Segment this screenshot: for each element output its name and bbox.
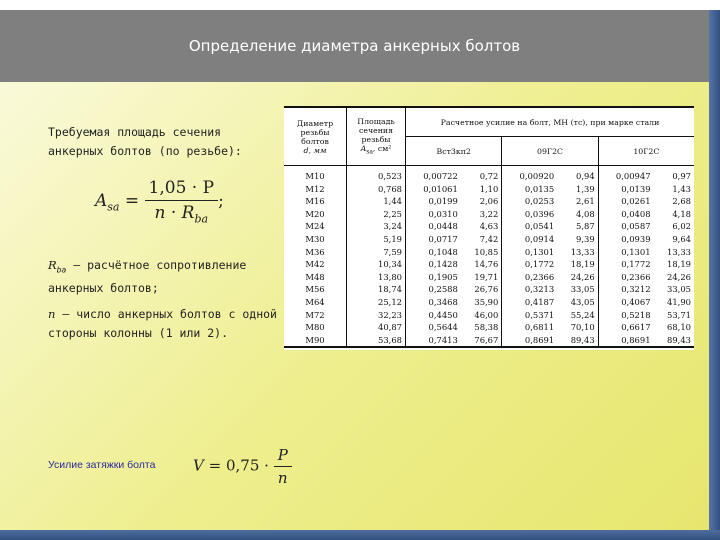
table-cell: 2,61: [557, 195, 598, 208]
formula-v-fraction: [274, 446, 292, 487]
table-cell: 89,43: [654, 334, 694, 348]
table-row: [284, 334, 694, 348]
table-cell: 24,26: [557, 271, 598, 284]
table-cell: 2,25: [347, 208, 406, 221]
formula-asa-numerator: 1,05 · P: [145, 178, 219, 201]
table-cell: 46,00: [461, 309, 502, 322]
table-cell: 0,97: [672, 171, 691, 181]
table-cell: 26,76: [461, 283, 502, 296]
table-cell: 14,76: [461, 258, 502, 271]
formula-asa: [95, 178, 224, 225]
table-cell: 4,63: [461, 220, 502, 233]
table-cell: 0,0541: [524, 221, 555, 232]
table-cell: 24,26: [667, 271, 691, 282]
table-cell: 0,8691: [598, 334, 653, 348]
table-cell: 58,38: [461, 321, 502, 334]
table-cell: 0,5371: [524, 309, 555, 320]
table-cell: 55,24: [557, 309, 598, 322]
table-cell-bolt: M24: [284, 220, 347, 233]
slide-bottom-border: [0, 530, 720, 540]
header-steel-10g2s: 10Г2С: [598, 137, 694, 166]
table-row: [284, 220, 694, 233]
table-cell: 4,08: [557, 208, 598, 221]
header-steel-vst3kp2: Вст3кп2: [406, 137, 502, 166]
table-cell: 0,0139: [621, 183, 651, 194]
table-cell: 10,34: [347, 258, 406, 271]
table-row: [284, 233, 694, 246]
table-cell: 0,768: [347, 183, 406, 196]
table-row: [284, 309, 694, 322]
table-row: [284, 183, 694, 196]
table-cell: 0,0408: [621, 208, 651, 219]
table-cell: 0,1301: [621, 246, 651, 257]
table-cell: 1,44: [347, 195, 406, 208]
table-row: [284, 166, 694, 183]
table-cell: 1,39: [557, 183, 598, 196]
table-cell: 0,1301: [524, 246, 555, 257]
table-cell: 0,00722: [423, 171, 458, 181]
slide-title: Определение диаметра анкерных болтов: [188, 37, 521, 55]
table-row: [284, 246, 694, 259]
table-cell: 0,0135: [524, 183, 555, 194]
table-cell: 0,4187: [524, 296, 555, 307]
formula-v-numerator: P: [274, 446, 292, 467]
table-cell: 0,01061: [423, 183, 458, 194]
table-cell-bolt: M72: [284, 309, 347, 322]
table-cell: 0,4067: [621, 296, 651, 307]
table-row: [284, 321, 694, 334]
table-cell: 10,85: [461, 246, 502, 259]
table-cell: 0,1048: [428, 246, 458, 257]
table-cell: 89,43: [557, 334, 598, 348]
table-cell: 18,19: [557, 258, 598, 271]
table-cell: 13,33: [557, 246, 598, 259]
table-cell: 0,3213: [524, 284, 555, 295]
table-cell-bolt: M64: [284, 296, 347, 309]
table-cell: 70,10: [557, 321, 598, 334]
formula-asa-lhs-sub: sa: [107, 200, 120, 214]
table-cell: 18,74: [347, 283, 406, 296]
table-cell: 3,22: [461, 208, 502, 221]
table-row: [284, 296, 694, 309]
table-cell: 0,3468: [428, 296, 458, 307]
table-cell: 0,0199: [428, 196, 458, 207]
formula-v-lhs: V: [193, 456, 204, 475]
table-cell: 7,42: [461, 233, 502, 246]
table-cell: 0,0396: [524, 208, 555, 219]
table-cell: 9,64: [672, 233, 691, 244]
table-cell: 0,5644: [428, 322, 458, 333]
table-cell: 9,39: [557, 233, 598, 246]
table-cell: 0,00920: [519, 171, 555, 181]
table-cell: 2,06: [461, 195, 502, 208]
table-cell: 0,1905: [428, 271, 458, 282]
table-cell: 0,0261: [621, 196, 651, 207]
header-diameter: Диаметр резьбы болтов d, мм: [284, 107, 347, 166]
bolt-tension-caption: Усилие затяжки болта: [48, 459, 156, 471]
table-cell: 0,0448: [428, 221, 458, 232]
table-cell-bolt: M20: [284, 208, 347, 221]
table-cell: 35,90: [461, 296, 502, 309]
table-cell: 5,87: [557, 220, 598, 233]
table-cell: 0,94: [557, 166, 598, 183]
table-cell: 0,0587: [621, 221, 651, 232]
formula-asa-tail: ;: [218, 191, 224, 212]
table-cell: 19,71: [461, 271, 502, 284]
bolt-table: [284, 106, 694, 348]
table-cell: 0,1428: [428, 259, 458, 270]
table-cell: 53,71: [667, 309, 691, 320]
header-force: Расчетное усилие на болт, МН (тс), при марке стали: [406, 107, 695, 137]
rba-definition: $R_{ba}$ – расчётное сопротивление анкерных болтов;: [48, 258, 247, 296]
table-cell-bolt: M90: [284, 334, 347, 348]
table-cell-bolt: M48: [284, 271, 347, 284]
table-cell: 1,10: [461, 183, 502, 196]
table-cell: 0,1772: [621, 259, 651, 270]
table-cell: 0,00947: [615, 171, 651, 181]
table-cell: 53,68: [347, 334, 406, 348]
table-cell-bolt: M56: [284, 283, 347, 296]
table-cell: 0,0310: [428, 208, 458, 219]
table-cell-bolt: M80: [284, 321, 347, 334]
formula-v-denominator: n: [277, 469, 288, 487]
table-cell: 2,68: [672, 196, 691, 207]
table-row: [284, 283, 694, 296]
n-definition: n – число анкерных болтов с одной стороны колонны (1 или 2).: [48, 307, 277, 340]
table-cell: 6,02: [672, 221, 691, 232]
table-row: [284, 195, 694, 208]
table-cell: 41,90: [667, 296, 691, 307]
formula-asa-fraction: [145, 178, 219, 225]
table-cell-bolt: M10: [284, 166, 347, 183]
table-cell: 0,3212: [621, 284, 651, 295]
table-cell: 13,80: [347, 271, 406, 284]
table-cell: 3,24: [347, 220, 406, 233]
table-cell-bolt: M30: [284, 233, 347, 246]
slide-right-border: [709, 10, 720, 540]
table-cell: 13,33: [667, 246, 691, 257]
table-cell: 76,67: [461, 334, 502, 348]
table-cell: 0,8691: [502, 334, 557, 348]
table-cell-bolt: M42: [284, 258, 347, 271]
table-cell: 0,6811: [524, 322, 555, 333]
table-cell: 0,2366: [621, 271, 651, 282]
table-cell-bolt: M12: [284, 183, 347, 196]
table-cell: 40,87: [347, 321, 406, 334]
table-cell: 0,0717: [428, 233, 458, 244]
table-cell: 0,2588: [428, 284, 458, 295]
table-cell: 33,05: [557, 283, 598, 296]
table-cell: 1,43: [672, 183, 691, 194]
intro-text: Требуемая площадь сечения анкерных болтов (по резьбе):: [48, 125, 242, 158]
table-cell: 0,4450: [428, 309, 458, 320]
formula-v-eq: = 0,75 ·: [208, 456, 269, 475]
table-cell: 0,0253: [524, 196, 555, 207]
header-steel-09g2s: 09Г2С: [502, 137, 598, 166]
table-cell: 32,23: [347, 309, 406, 322]
formula-asa-eq: =: [124, 191, 140, 212]
table-cell-bolt: M16: [284, 195, 347, 208]
bolt-table-body: [284, 166, 694, 348]
table-cell: 0,5218: [621, 309, 651, 320]
table-row: [284, 258, 694, 271]
table-cell: 0,7413: [406, 334, 461, 348]
table-cell: 33,05: [667, 284, 691, 295]
title-bar: [0, 10, 709, 82]
table-cell: 5,19: [347, 233, 406, 246]
table-cell: 0,6617: [621, 322, 651, 333]
table-row: [284, 208, 694, 221]
formula-asa-denominator: $n \cdot R_{ba}$: [154, 203, 209, 226]
table-cell: 0,523: [347, 166, 406, 183]
table-row: [284, 271, 694, 284]
table-cell: 4,18: [672, 208, 691, 219]
table-cell: 0,0914: [524, 233, 555, 244]
table-cell: 68,10: [667, 322, 691, 333]
header-area: Площадь сечения резьбы $A_{sa}$, см²: [347, 107, 406, 166]
table-cell: 0,72: [461, 166, 502, 183]
table-cell-bolt: M36: [284, 246, 347, 259]
table-cell: 18,19: [667, 259, 691, 270]
bolt-table-container: [284, 106, 694, 350]
table-cell: 25,12: [347, 296, 406, 309]
table-cell: 43,05: [557, 296, 598, 309]
table-cell: 0,2366: [524, 271, 555, 282]
table-cell: 7,59: [347, 246, 406, 259]
formula-v: [193, 446, 292, 487]
table-cell: 0,0939: [621, 233, 651, 244]
formula-asa-lhs: A: [95, 191, 108, 212]
table-cell: 0,1772: [524, 259, 555, 270]
